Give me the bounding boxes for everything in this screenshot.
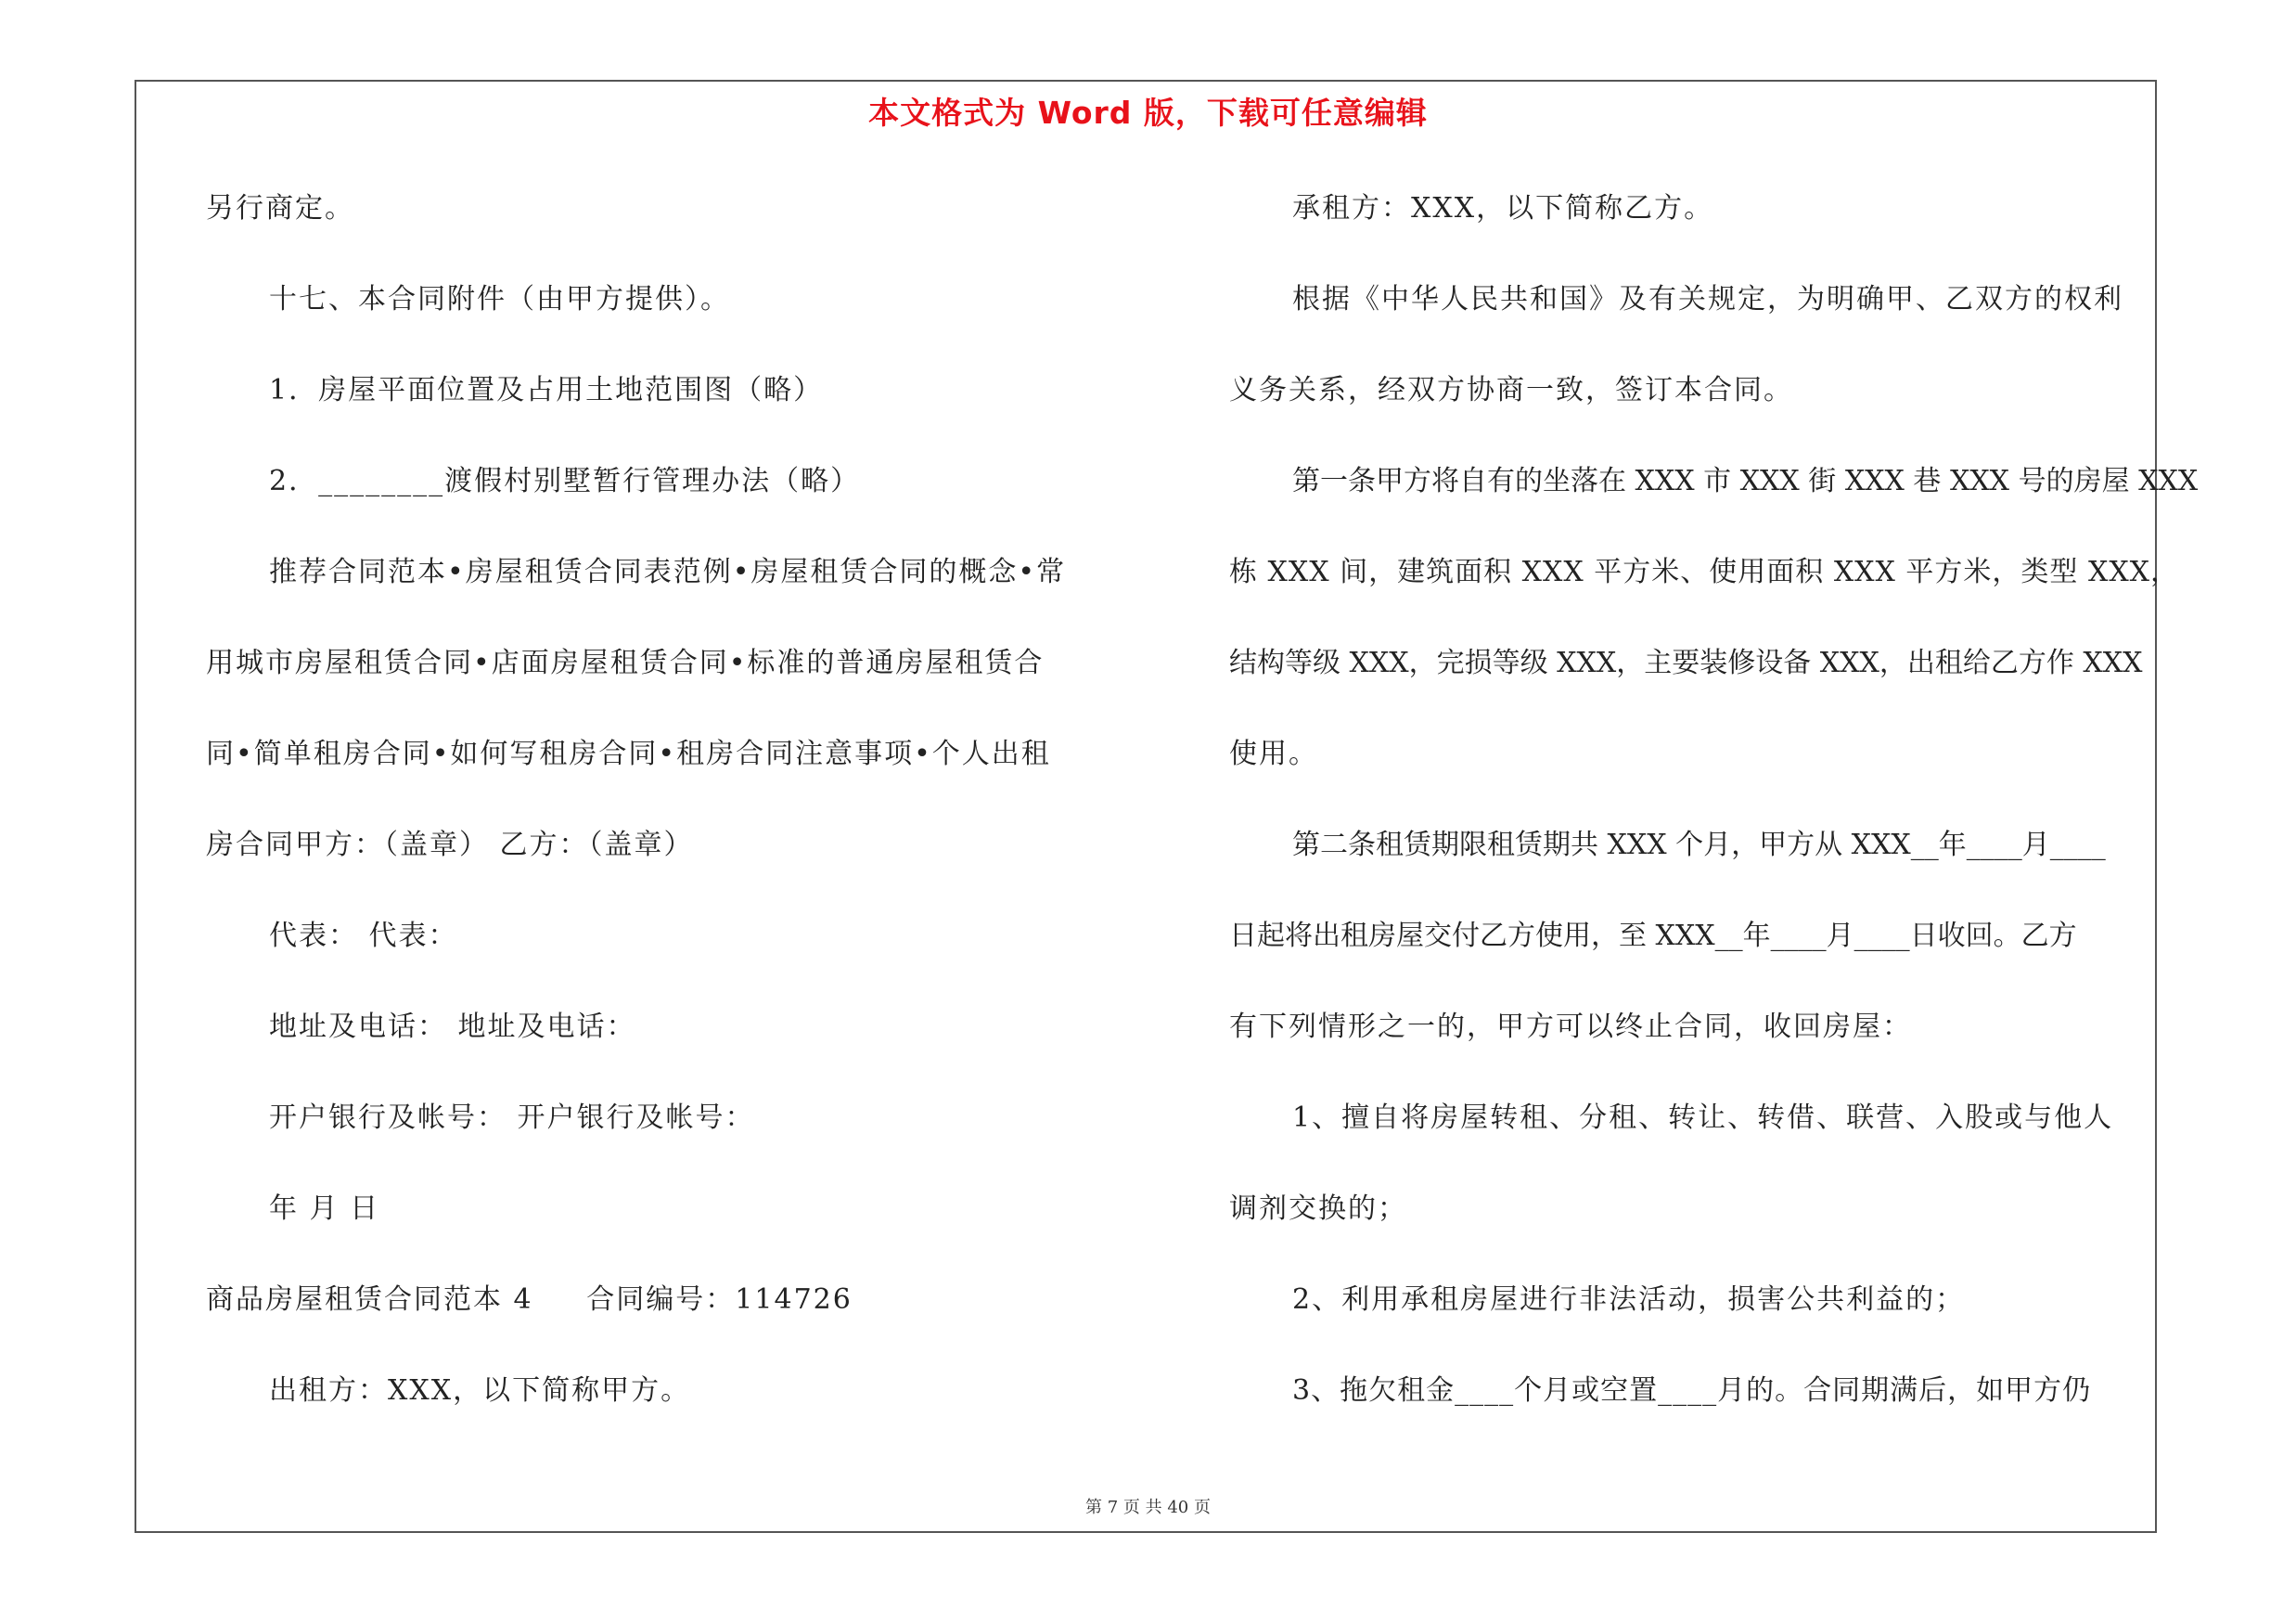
right-line-5: 栋 XXX 间，建筑面积 XXX 平方米、使用面积 XXX 平方米，类型 XXX， bbox=[1229, 556, 2180, 588]
right-line-1: 承租方：XXX，以下简称乙方。 bbox=[1292, 192, 1714, 225]
left-line-9: 代表： 代表： bbox=[269, 920, 458, 952]
right-line-9: 日起将出租房屋交付乙方使用，至 XXX__年____月____日收回。乙方 bbox=[1229, 920, 2077, 952]
right-line-6: 结构等级 XXX，完损等级 XXX，主要装修设备 XXX，出租给乙方作 XXX bbox=[1229, 647, 2143, 679]
left-line-3: 1．房屋平面位置及占用土地范围图（略） bbox=[269, 374, 824, 406]
right-line-8: 第二条租赁期限租赁期共 XXX 个月，甲方从 XXX__年____月____ bbox=[1292, 829, 2106, 861]
left-line-6: 用城市房屋租赁合同•店面房屋租赁合同•标准的普通房屋租赁合 bbox=[206, 647, 1045, 679]
left-line-8: 房合同甲方：（盖章） 乙方：（盖章） bbox=[206, 829, 694, 861]
right-line-12: 调剂交换的； bbox=[1229, 1192, 1407, 1225]
left-line-7: 同•简单租房合同•如何写租房合同•租房合同注意事项•个人出租 bbox=[206, 738, 1051, 770]
right-line-13: 2、利用承租房屋进行非法活动，损害公共利益的； bbox=[1292, 1283, 1966, 1316]
page-indicator: 第 7 页 共 40 页 bbox=[1085, 1498, 1211, 1517]
left-line-2: 十七、本合同附件（由甲方提供）。 bbox=[269, 283, 730, 316]
left-line-13: 商品房屋租赁合同范本 4 合同编号：114726 bbox=[206, 1283, 853, 1316]
left-line-10: 地址及电话： 地址及电话： bbox=[269, 1011, 636, 1043]
left-line-4: 2．________渡假村别墅暂行管理办法（略） bbox=[269, 465, 861, 497]
right-line-7: 使用。 bbox=[1229, 738, 1318, 770]
left-line-5: 推荐合同范本•房屋租赁合同表范例•房屋租赁合同的概念•常 bbox=[269, 556, 1067, 588]
right-line-4: 第一条甲方将自有的坐落在 XXX 市 XXX 街 XXX 巷 XXX 号的房屋 XXX bbox=[1292, 465, 2199, 497]
left-line-1: 另行商定。 bbox=[206, 192, 354, 225]
right-line-10: 有下列情形之一的，甲方可以终止合同，收回房屋： bbox=[1229, 1011, 1912, 1043]
left-line-12: 年 月 日 bbox=[269, 1192, 380, 1225]
right-line-14: 3、拖欠租金____个月或空置____月的。合同期满后，如甲方仍 bbox=[1292, 1374, 2092, 1407]
right-line-3: 义务关系，经双方协商一致，签订本合同。 bbox=[1229, 374, 1793, 406]
right-line-2: 根据《中华人民共和国》及有关规定，为明确甲、乙双方的权利 bbox=[1292, 283, 2123, 316]
right-line-11: 1、擅自将房屋转租、分租、转让、转借、联营、入股或与他人 bbox=[1292, 1101, 2114, 1134]
left-line-11: 开户银行及帐号： 开户银行及帐号： bbox=[269, 1101, 755, 1134]
left-line-14: 出租方：XXX，以下简称甲方。 bbox=[269, 1374, 691, 1407]
header-banner: 本文格式为 Word 版，下载可任意编辑 bbox=[868, 95, 1428, 131]
